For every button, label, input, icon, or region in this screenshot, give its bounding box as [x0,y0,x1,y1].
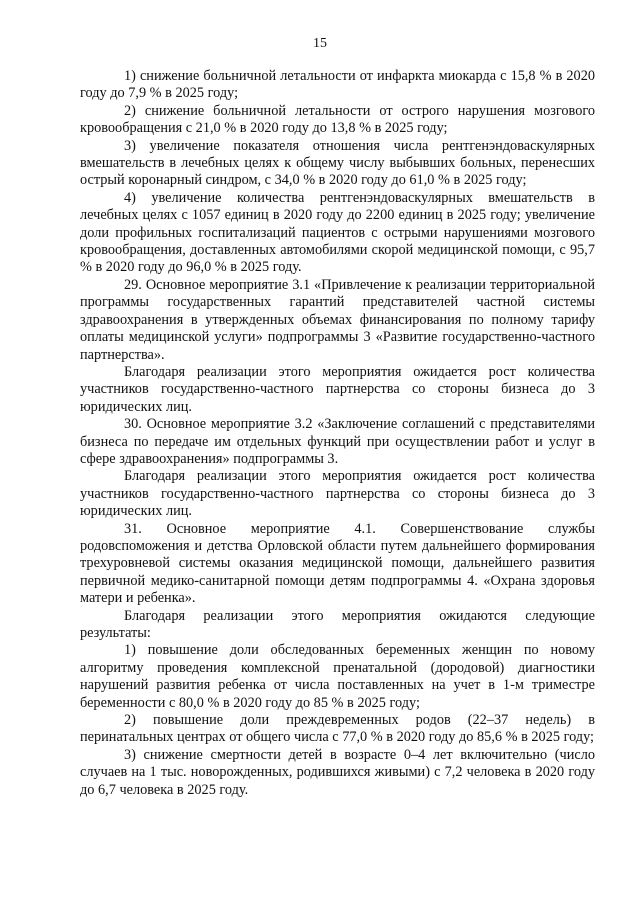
paragraph-8: Благодаря реализации этого мероприятия ожидается рост количества участников государственно-частного партнерства со стороны бизнеса до 3 юридических лиц. [80,468,595,520]
paragraph-13: 3) снижение смертности детей в возрасте 0–4 лет включительно (число случаев на 1 тыс. новорожденных, родившихся живыми) с 7,2 человека в 2020 году до 6,7 человека в 2025 году. [80,746,595,798]
paragraph-2: 2) снижение больничной летальности от острого нарушения мозгового кровообращения с 21,0 % в 2020 году до 13,8 % в 2025 году; [80,102,595,137]
document-body [80,68,595,799]
paragraph-4: 4) увеличение количества рентгенэндоваскулярных вмешательств в лечебных целях с 1057 единиц в 2020 году до 2200 единиц в 2025 году; увеличение доли профильных госпитализаций пациентов с острыми нарушениями мозгового кровообращения, доставленных автомобилями скорой медицинской помощи, с 95,7 % в 2020 году до 96,0 % в 2025 году. [80,189,595,276]
paragraph-7: 30. Основное мероприятие 3.2 «Заключение соглашений с представителями бизнеса по передаче им отдельных функций при осуществлении работ и услуг в сфере здравоохранения» подпрограммы 3. [80,416,595,467]
paragraph-6: Благодаря реализации этого мероприятия ожидается рост количества участников государственно-частного партнерства со стороны бизнеса до 3 юридических лиц. [80,363,595,415]
paragraph-3: 3) увеличение показателя отношения числа рентгенэндоваскулярных вмешательств в лечебных целях к общему числу выбывших больных, перенесших острый коронарный синдром, с 34,0 % в 2020 году до 61,0 % в 2025 году; [80,137,595,189]
paragraph-1: 1) снижение больничной летальности от инфаркта миокарда с 15,8 % в 2020 году до 7,9 % в 2025 году; [80,68,595,102]
paragraph-9: 31. Основное мероприятие 4.1. Совершенствование службы родовспоможения и детства Орловской области путем дальнейшего формирования трехуровневой системы оказания медицинской помощи, дальнейшего развития первичной медико-санитарной помощи детям подпрограммы 4. «Охрана здоровья матери и ребенка». [80,520,595,607]
paragraph-12: 2) повышение доли преждевременных родов (22–37 недель) в перинатальных центрах от общего числа с 77,0 % в 2020 году до 85,6 % в 2025 году; [80,712,595,746]
paragraph-11: 1) повышение доли обследованных беременных женщин по новому алгоритму проведения комплексной пренатальной (дородовой) диагностики нарушений развития ребенка от числа поставленных на учет в 1-м триместре беременности с 80,0 % в 2020 году до 85 % в 2025 году; [80,642,595,711]
paragraph-10: Благодаря реализации этого мероприятия ожидаются следующие результаты: [80,607,595,641]
page-number: 15 [313,36,327,51]
paragraph-5: 29. Основное мероприятие 3.1 «Привлечение к реализации территориальной программы государственных гарантий представителей частной системы здравоохранения в утвержденных объемах финансирования по полному тарифу оплаты медицинской услуги» подпрограммы 3 «Развитие государственно-частного партнерства». [80,276,595,363]
